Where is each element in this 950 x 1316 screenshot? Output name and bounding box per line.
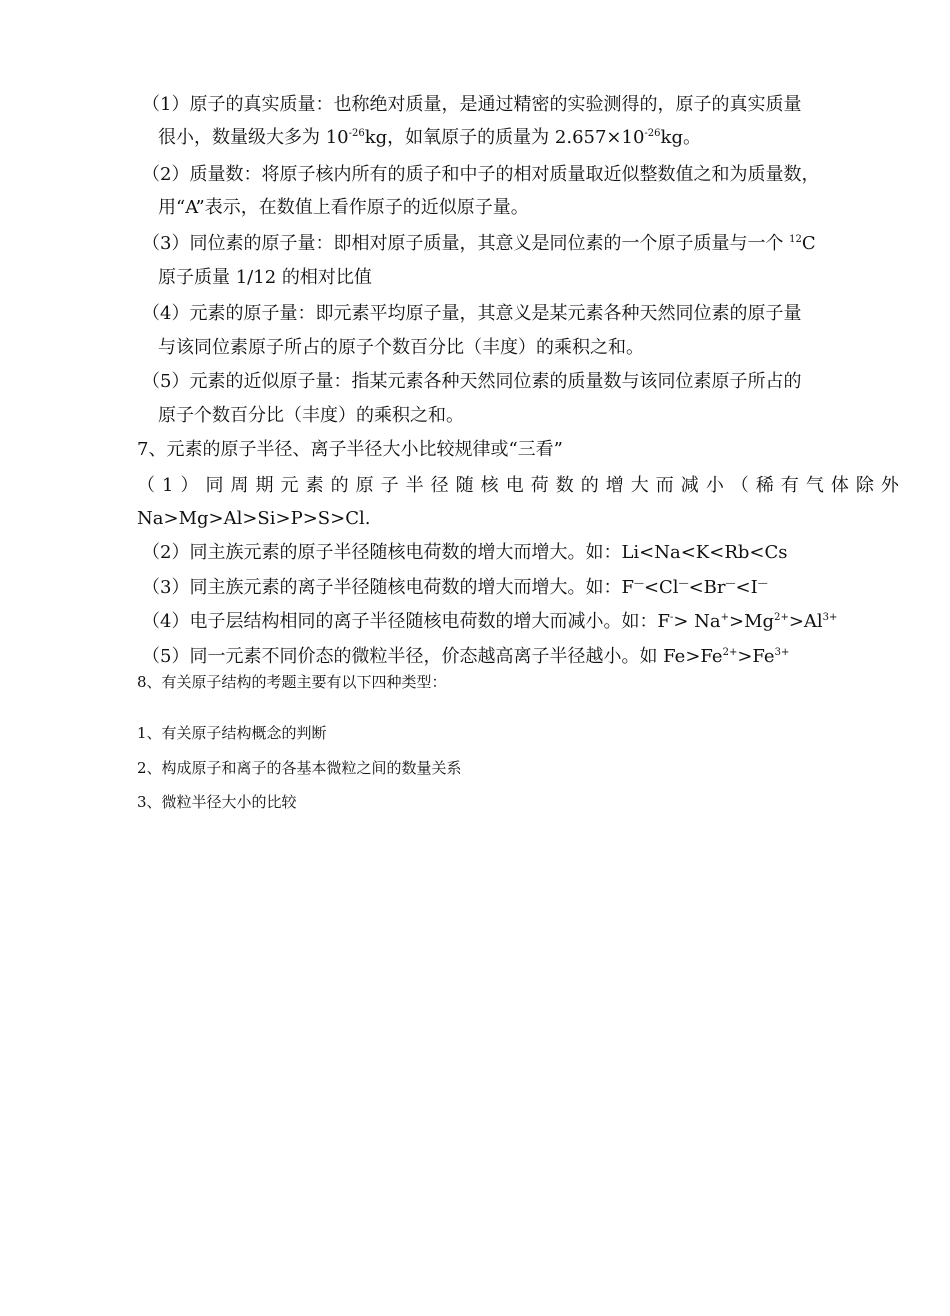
p2-line2: 用“A”表示，在数值上看作原子的近似原子量。	[158, 197, 529, 218]
p1-exponent-1: -26	[348, 128, 365, 139]
p4-line1: （4）元素的原子量：即元素平均原子量，其意义是某元素各种天然同位素的原子量	[142, 303, 802, 324]
rule-4-text-a: （4）电子层结构相同的离子半径随核电荷数的增大而减小。如：F	[142, 611, 670, 632]
rule-3-text-a: （3）同主族元素的离子半径随核电荷数的增大而增大。如：F	[142, 577, 634, 598]
rule-1-char: 除	[855, 475, 874, 496]
rule-1-char: 周	[230, 475, 249, 496]
question-type-item: 3、微粒半径大小的比较	[137, 793, 297, 811]
rule-4-charge: -	[669, 612, 674, 623]
rule-3-charge: —	[633, 578, 644, 589]
rule-1-char: 大	[630, 475, 649, 496]
rule-4-charge: 2+	[774, 612, 789, 623]
rule-5-text-a: （5）同一元素不同价态的微粒半径，价态越高离子半径越小。如 Fe>Fe	[142, 646, 723, 667]
rule-3-text-c: <Br	[688, 577, 726, 598]
rule-1-char: 有	[780, 475, 799, 496]
rule-5-charge: 2+	[722, 647, 738, 658]
rule-1-char: 原	[355, 475, 374, 496]
rule-3-charge: —	[725, 578, 736, 589]
rule-1-char: 的	[330, 475, 349, 496]
rule-1-char: 元	[280, 475, 299, 496]
rule-4-charge: +	[720, 612, 730, 623]
p4-line2: 与该同位素原子所占的原子个数百分比（丰度）的乘积之和。	[158, 337, 644, 358]
rule-1-char: 荷	[530, 475, 549, 496]
section-8-heading: 8、有关原子结构的考题主要有以下四种类型：	[137, 673, 447, 691]
rule-2: （2）同主族元素的原子半径随核电荷数的增大而增大。如：Li<Na<K<Rb<Cs	[142, 542, 788, 563]
rule-1-line2: Na>Mg>Al>Si>P>S>Cl.	[137, 508, 371, 529]
rule-1-line1	[137, 474, 899, 498]
p3-mass-number: 12	[789, 234, 802, 245]
rule-1-char: 核	[480, 475, 499, 496]
rule-5-charge: 3+	[774, 647, 790, 658]
rule-1-char: 子	[380, 475, 399, 496]
rule-1-char: 数	[555, 475, 574, 496]
rule-1-char: 体	[830, 475, 849, 496]
rule-3-charge: —	[678, 578, 689, 589]
rule-3-text-b: <Cl	[643, 577, 679, 598]
rule-1-char: 随	[455, 475, 474, 496]
rule-3	[142, 576, 768, 600]
rule-1-char: 气	[805, 475, 824, 496]
rule-3-charge: —	[757, 578, 768, 589]
p5-line1: （5）元素的近似原子量：指某元素各种天然同位素的质量数与该同位素原子所占的	[142, 371, 802, 392]
p1-line1: （1）原子的真实质量：也称绝对质量，是通过精密的实验测得的，原子的真实质量	[142, 94, 802, 115]
rule-1-char: 的	[580, 475, 599, 496]
rule-4-text-c: >Mg	[729, 611, 775, 632]
rule-1-char: 1	[162, 475, 174, 496]
p5-line2: 原子个数百分比（丰度）的乘积之和。	[158, 405, 464, 426]
p3-carbon: C	[801, 233, 816, 254]
question-type-item: 1、有关原子结构概念的判断	[137, 724, 327, 742]
rule-1-char: 减	[680, 475, 699, 496]
rule-5-text-b: >Fe	[737, 646, 775, 667]
rule-1-char: 素	[305, 475, 324, 496]
p2-line1: （2）质量数：将原子核内所有的质子和中子的相对质量取近似整数值之和为质量数，	[142, 164, 820, 185]
rule-1-char: 期	[255, 475, 274, 496]
p3-line2: 原子质量 1/12 的相对比值	[158, 267, 372, 288]
rule-1-char: ）	[180, 475, 199, 496]
rule-1-char: 半	[405, 475, 424, 496]
p1-text-c: kg。	[660, 127, 701, 148]
rule-1-char: 径	[430, 475, 449, 496]
rule-4-text-d: >Al	[788, 611, 823, 632]
rule-4-text-b: > Na	[673, 611, 721, 632]
p1-line2	[158, 126, 701, 150]
p3-text-a: （3）同位素的原子量：即相对原子质量，其意义是同位素的一个原子质量与一个	[142, 233, 790, 254]
p1-text-a: 很小，数量级大多为 10	[158, 127, 349, 148]
rule-3-text-d: <I	[735, 577, 758, 598]
rule-5	[142, 645, 789, 669]
p3-line1	[142, 232, 816, 256]
rule-4-charge: 3+	[822, 612, 838, 623]
rule-1-char: 同	[205, 475, 224, 496]
rule-1-char: （	[137, 475, 155, 496]
rule-1-char: 电	[505, 475, 524, 496]
p1-text-b: kg，如氧原子的质量为 2.657×10	[364, 127, 645, 148]
p1-exponent-2: -26	[644, 128, 661, 139]
rule-1-char: 外	[880, 475, 899, 496]
rule-1-char: （	[730, 475, 749, 496]
rule-1-char: 而	[655, 475, 674, 496]
question-type-item: 2、构成原子和离子的各基本微粒之间的数量关系	[137, 759, 462, 777]
rule-1-char: 稀	[755, 475, 774, 496]
rule-4	[142, 610, 837, 634]
rule-1-char: 小	[705, 475, 724, 496]
rule-1-char: 增	[605, 475, 624, 496]
section-7-heading: 7、元素的原子半径、离子半径大小比较规律或“三看”	[137, 439, 563, 460]
